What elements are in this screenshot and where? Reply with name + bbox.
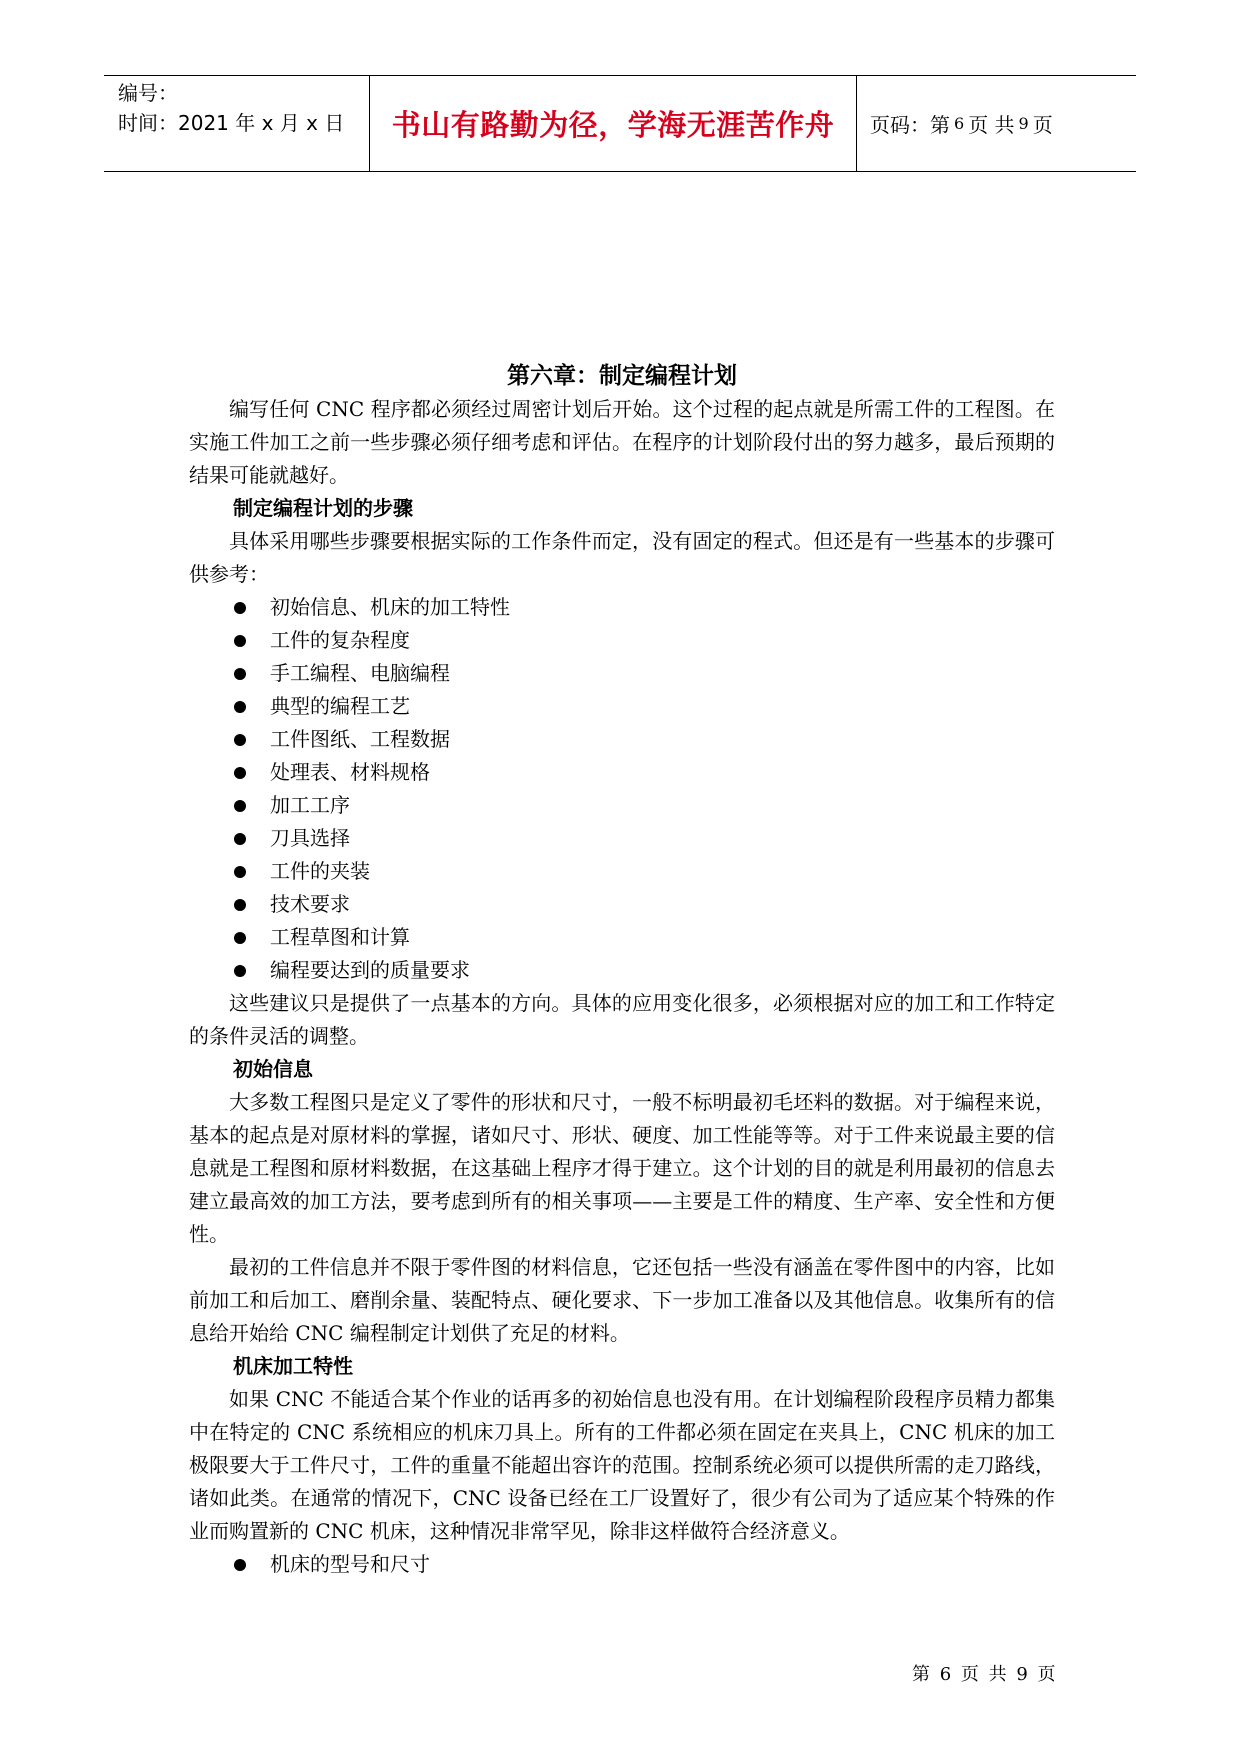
header-divider	[369, 76, 370, 171]
bullet-icon	[234, 767, 246, 779]
list-item	[189, 888, 1055, 921]
page-total: 9	[1018, 114, 1029, 133]
bullet-icon	[234, 833, 246, 845]
page-header	[104, 75, 1136, 172]
document-body	[189, 358, 1055, 1581]
list-item	[189, 591, 1055, 624]
section-heading-planning-steps: 制定编程计划的步骤	[233, 496, 413, 520]
bullet-icon	[234, 800, 246, 812]
document-time-label: 时间：2021 年 x 月 x 日	[118, 111, 345, 135]
planning-steps-paragraph: 具体采用哪些步骤要根据实际的工作条件而定，没有固定的程式。但还是有一些基本的步骤可供参考：	[189, 529, 1055, 586]
bullet-icon	[234, 635, 246, 647]
page-suffix: 页	[1032, 113, 1053, 137]
list-item	[189, 954, 1055, 987]
header-divider	[856, 76, 857, 171]
page-prefix: 页码：第	[870, 113, 950, 137]
bullet-icon	[234, 734, 246, 746]
list-item-text: 初始信息、机床的加工特性	[270, 595, 510, 619]
page-footer: 第 6 页 共 9 页	[912, 1664, 1058, 1685]
section-heading-machine-features: 机床加工特性	[233, 1354, 353, 1378]
chapter-title: 第六章：制定编程计划	[507, 363, 737, 389]
header-page-indicator	[870, 76, 1053, 171]
list-item	[189, 657, 1055, 690]
list-item	[189, 822, 1055, 855]
list-item	[189, 624, 1055, 657]
list-item-text: 工件的复杂程度	[270, 628, 410, 652]
list-item-text: 工程草图和计算	[270, 925, 410, 949]
machine-features-list	[189, 1548, 1055, 1581]
initial-info-paragraph-1: 大多数工程图只是定义了零件的形状和尺寸，一般不标明最初毛坯料的数据。对于编程来说，基本的起点是对原材料的掌握，诸如尺寸、形状、硬度、加工性能等等。对于工件来说最主要的信息就是工程图和原材料数据，在这基础上程序才得于建立。这个计划的目的就是利用最初的信息去建立最高效的加工方法，要考虑到所有的相关事项——主要是工件的精度、生产率、安全性和方便性。	[189, 1090, 1055, 1246]
list-item-text: 典型的编程工艺	[270, 694, 410, 718]
steps-summary-paragraph: 这些建议只是提供了一点基本的方向。具体的应用变化很多，必须根据对应的加工和工作特定的条件灵活的调整。	[189, 991, 1055, 1048]
list-item-text: 编程要达到的质量要求	[270, 958, 470, 982]
list-item	[189, 789, 1055, 822]
list-item-text: 机床的型号和尺寸	[270, 1552, 430, 1576]
bullet-icon	[234, 965, 246, 977]
bullet-icon	[234, 701, 246, 713]
list-item	[189, 756, 1055, 789]
bullet-icon	[234, 1559, 246, 1571]
list-item-text: 工件图纸、工程数据	[270, 727, 450, 751]
list-item-text: 处理表、材料规格	[270, 760, 430, 784]
list-item-text: 加工工序	[270, 793, 350, 817]
header-motto: 书山有路勤为径，学海无涯苦作舟	[391, 108, 835, 142]
list-item-text: 技术要求	[270, 892, 350, 916]
bullet-icon	[234, 899, 246, 911]
list-item	[189, 921, 1055, 954]
bullet-icon	[234, 932, 246, 944]
list-item-text: 手工编程、电脑编程	[270, 661, 450, 685]
section-heading-initial-info: 初始信息	[233, 1057, 313, 1081]
bullet-icon	[234, 668, 246, 680]
bullet-icon	[234, 602, 246, 614]
initial-info-paragraph-2: 最初的工件信息并不限于零件图的材料信息，它还包括一些没有涵盖在零件图中的内容，比如前加工和后加工、磨削余量、装配特点、硬化要求、下一步加工准备以及其他信息。收集所有的信息给开始给 CNC 编程制定计划供了充足的材料。	[189, 1255, 1055, 1345]
list-item-text: 刀具选择	[270, 826, 350, 850]
list-item	[189, 723, 1055, 756]
document-number-label: 编号：	[118, 81, 178, 105]
list-item-text: 工件的夹装	[270, 859, 370, 883]
intro-paragraph: 编写任何 CNC 程序都必须经过周密计划后开始。这个过程的起点就是所需工件的工程图。在实施工件加工之前一些步骤必须仔细考虑和评估。在程序的计划阶段付出的努力越多，最后预期的结果可能就越好。	[189, 397, 1055, 487]
page-current: 6	[954, 114, 965, 133]
bullet-icon	[234, 866, 246, 878]
machine-features-paragraph: 如果 CNC 不能适合某个作业的话再多的初始信息也没有用。在计划编程阶段程序员精力都集中在特定的 CNC 系统相应的机床刀具上。所有的工件都必须在固定在夹具上，CNC 机床的加工极限要大于工件尺寸，工件的重量不能超出容许的范围。控制系统必须可以提供所需的走刀路线，诸如此类。在通常的情况下，CNC 设备已经在工厂设置好了，很少有公司为了适应某个特殊的作业而购置新的 CNC 机床，这种情况非常罕见，除非这样做符合经济意义。	[189, 1387, 1055, 1543]
header-meta	[118, 78, 358, 138]
list-item	[189, 855, 1055, 888]
list-item	[189, 1548, 1055, 1581]
page-mid: 页 共	[968, 113, 1015, 137]
planning-steps-list	[189, 591, 1055, 987]
list-item	[189, 690, 1055, 723]
